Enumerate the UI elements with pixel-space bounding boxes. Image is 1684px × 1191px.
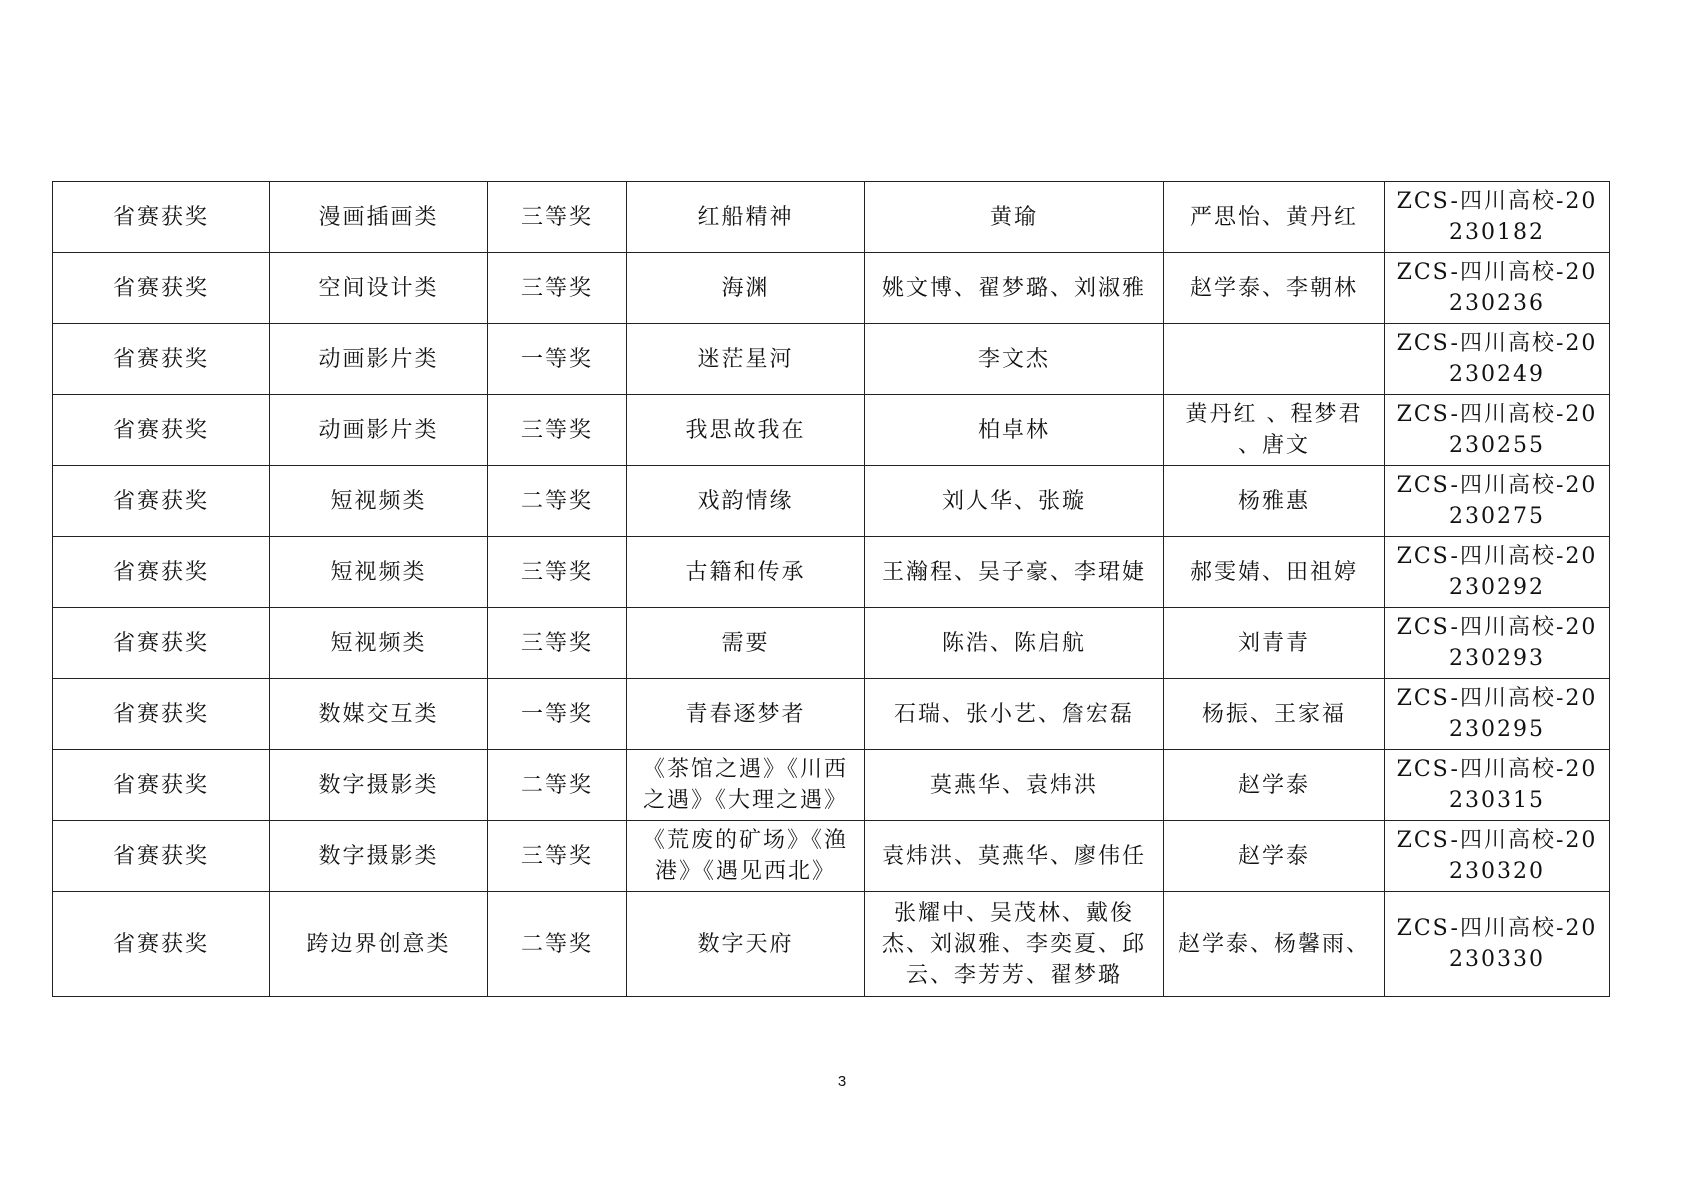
advisors-cell: 严思怡、黄丹红 (1164, 182, 1385, 253)
work-title-cell: 我思故我在 (627, 395, 865, 466)
advisors-cell: 杨振、王家福 (1164, 679, 1385, 750)
award-cell: 三等奖 (488, 608, 627, 679)
authors-cell: 陈浩、陈启航 (865, 608, 1164, 679)
table-row (53, 253, 1610, 324)
table-row (53, 537, 1610, 608)
stage-cell: 省赛获奖 (53, 750, 270, 821)
category-cell: 跨边界创意类 (270, 892, 488, 997)
stage-cell: 省赛获奖 (53, 324, 270, 395)
advisors-cell: 黄丹红 、程梦君 、唐文 (1164, 395, 1385, 466)
code-cell: ZCS-四川高校-20230320 (1385, 821, 1610, 892)
work-title-cell: 海渊 (627, 253, 865, 324)
work-title-cell: 需要 (627, 608, 865, 679)
work-title-cell: 戏韵情缘 (627, 466, 865, 537)
category-cell: 空间设计类 (270, 253, 488, 324)
authors-cell: 姚文博、翟梦璐、刘淑雅 (865, 253, 1164, 324)
code-cell: ZCS-四川高校-20230275 (1385, 466, 1610, 537)
advisors-cell (1164, 324, 1385, 395)
award-cell: 三等奖 (488, 395, 627, 466)
award-cell: 一等奖 (488, 324, 627, 395)
authors-cell: 柏卓林 (865, 395, 1164, 466)
authors-cell: 张耀中、吴茂林、戴俊杰、刘淑雅、李奕夏、邱云、李芳芳、翟梦璐 (865, 892, 1164, 997)
table-row (53, 395, 1610, 466)
authors-cell: 莫燕华、袁炜洪 (865, 750, 1164, 821)
advisors-cell: 郝雯婧、田祖婷 (1164, 537, 1385, 608)
advisors-cell: 杨雅惠 (1164, 466, 1385, 537)
authors-cell: 石瑞、张小艺、詹宏磊 (865, 679, 1164, 750)
table-row (53, 182, 1610, 253)
code-cell: ZCS-四川高校-20230293 (1385, 608, 1610, 679)
code-cell: ZCS-四川高校-20230236 (1385, 253, 1610, 324)
table-row (53, 892, 1610, 997)
stage-cell: 省赛获奖 (53, 182, 270, 253)
code-cell: ZCS-四川高校-20230292 (1385, 537, 1610, 608)
table-row (53, 324, 1610, 395)
authors-cell: 王瀚程、吴子豪、李珺婕 (865, 537, 1164, 608)
award-cell: 三等奖 (488, 253, 627, 324)
table-row (53, 679, 1610, 750)
advisors-cell: 赵学泰 (1164, 821, 1385, 892)
award-cell: 三等奖 (488, 537, 627, 608)
table-row (53, 821, 1610, 892)
advisors-cell: 赵学泰 (1164, 750, 1385, 821)
category-cell: 数字摄影类 (270, 821, 488, 892)
stage-cell: 省赛获奖 (53, 253, 270, 324)
stage-cell: 省赛获奖 (53, 395, 270, 466)
awards-table-body (53, 182, 1610, 997)
category-cell: 动画影片类 (270, 395, 488, 466)
table-row (53, 750, 1610, 821)
stage-cell: 省赛获奖 (53, 608, 270, 679)
category-cell: 短视频类 (270, 537, 488, 608)
stage-cell: 省赛获奖 (53, 537, 270, 608)
award-cell: 二等奖 (488, 750, 627, 821)
table-row (53, 608, 1610, 679)
work-title-cell: 古籍和传承 (627, 537, 865, 608)
code-cell: ZCS-四川高校-20230315 (1385, 750, 1610, 821)
awards-table (52, 181, 1610, 997)
category-cell: 短视频类 (270, 608, 488, 679)
category-cell: 数字摄影类 (270, 750, 488, 821)
work-title-cell: 《荒废的矿场》《渔港》《遇见西北》 (627, 821, 865, 892)
award-cell: 三等奖 (488, 821, 627, 892)
award-cell: 三等奖 (488, 182, 627, 253)
advisors-cell: 刘青青 (1164, 608, 1385, 679)
work-title-cell: 《茶馆之遇》《川西之遇》《大理之遇》 (627, 750, 865, 821)
work-title-cell: 红船精神 (627, 182, 865, 253)
authors-cell: 黄瑜 (865, 182, 1164, 253)
advisors-cell: 赵学泰、李朝林 (1164, 253, 1385, 324)
work-title-cell: 青春逐梦者 (627, 679, 865, 750)
work-title-cell: 数字天府 (627, 892, 865, 997)
authors-cell: 李文杰 (865, 324, 1164, 395)
code-cell: ZCS-四川高校-20230249 (1385, 324, 1610, 395)
award-cell: 二等奖 (488, 892, 627, 997)
stage-cell: 省赛获奖 (53, 466, 270, 537)
code-cell: ZCS-四川高校-20230330 (1385, 892, 1610, 997)
table-row (53, 466, 1610, 537)
stage-cell: 省赛获奖 (53, 821, 270, 892)
code-cell: ZCS-四川高校-20230182 (1385, 182, 1610, 253)
award-cell: 二等奖 (488, 466, 627, 537)
page-number: 3 (837, 1073, 847, 1090)
category-cell: 动画影片类 (270, 324, 488, 395)
stage-cell: 省赛获奖 (53, 892, 270, 997)
advisors-cell: 赵学泰、杨馨雨、 (1164, 892, 1385, 997)
code-cell: ZCS-四川高校-20230255 (1385, 395, 1610, 466)
stage-cell: 省赛获奖 (53, 679, 270, 750)
category-cell: 漫画插画类 (270, 182, 488, 253)
category-cell: 短视频类 (270, 466, 488, 537)
work-title-cell: 迷茫星河 (627, 324, 865, 395)
authors-cell: 袁炜洪、莫燕华、廖伟任 (865, 821, 1164, 892)
authors-cell: 刘人华、张璇 (865, 466, 1164, 537)
code-cell: ZCS-四川高校-20230295 (1385, 679, 1610, 750)
award-cell: 一等奖 (488, 679, 627, 750)
category-cell: 数媒交互类 (270, 679, 488, 750)
